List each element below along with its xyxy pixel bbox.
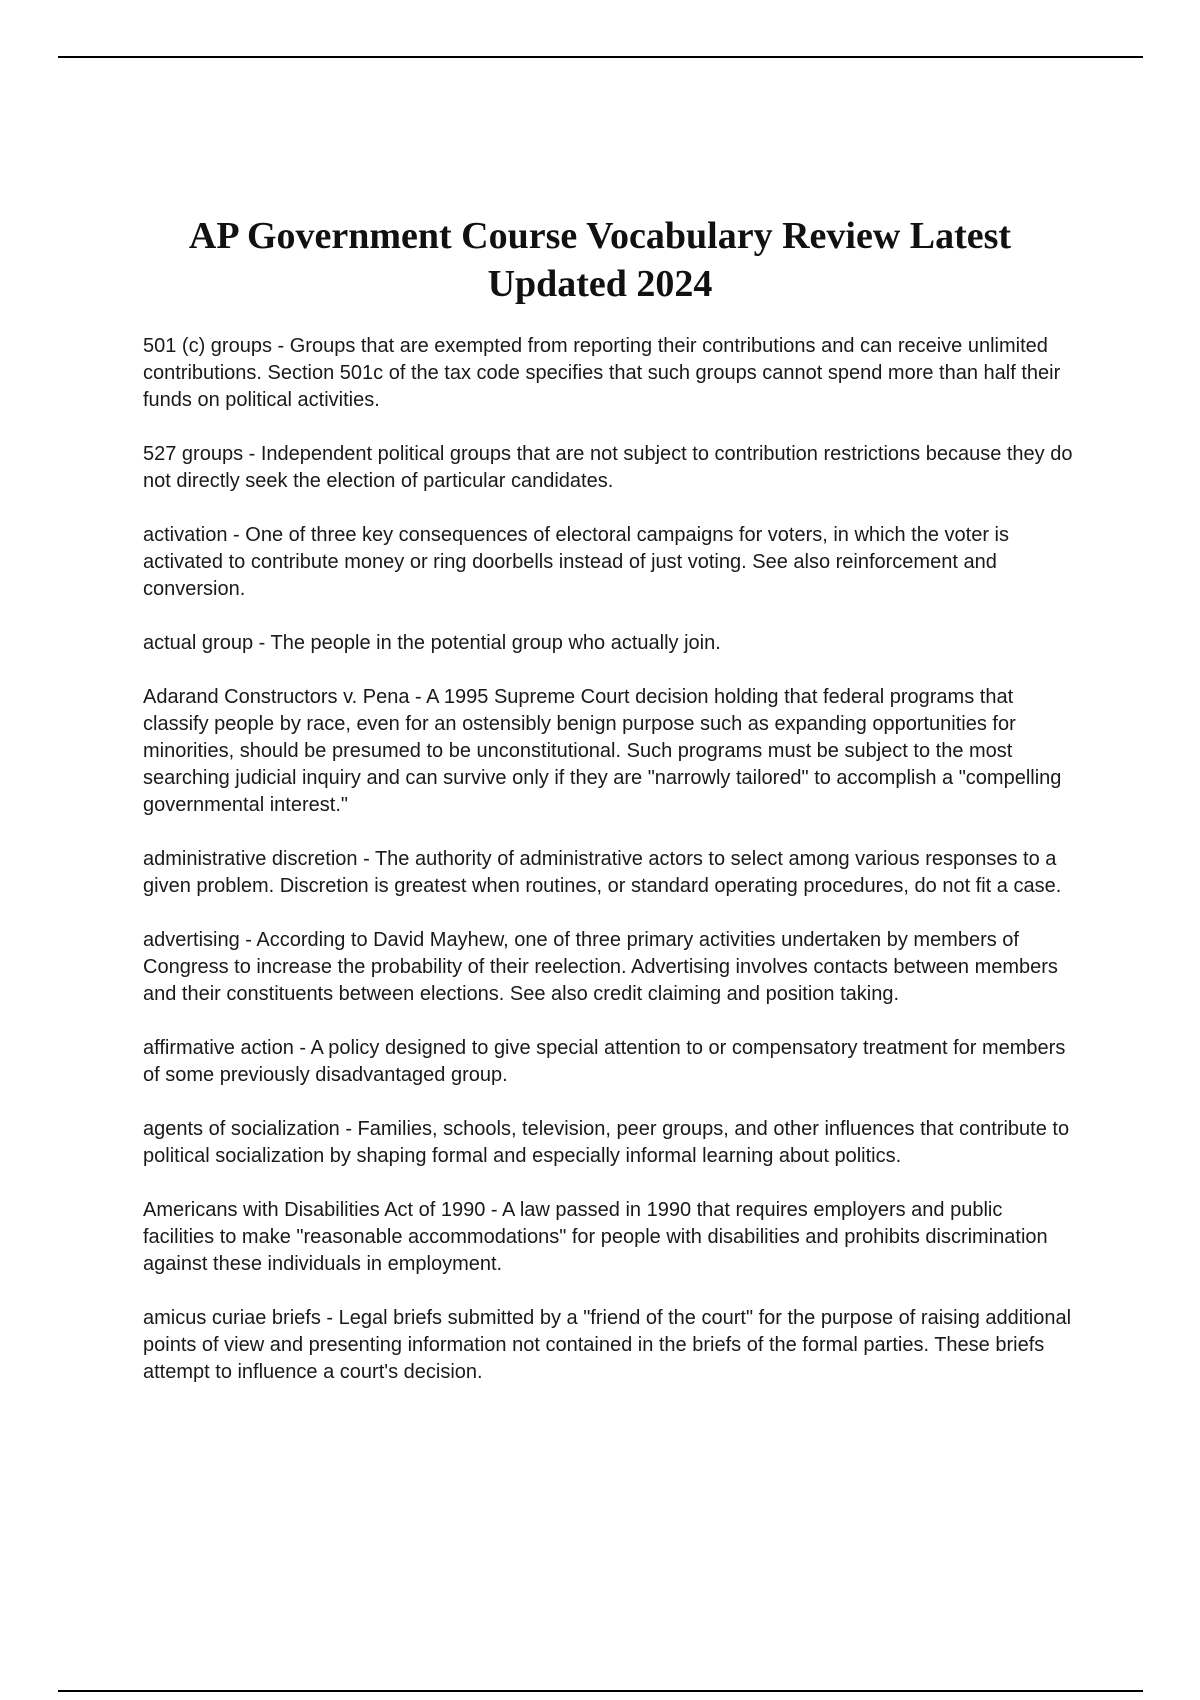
vocab-entry-agents-of-socialization: agents of socialization - Families, schools, television, peer groups, and other influences that contribute to political socialization by shaping formal and especially informal learning about politics. [143, 1118, 1070, 1167]
vocab-entry-actual-group: actual group - The people in the potential group who actually join. [143, 632, 721, 654]
document-title: AP Government Course Vocabulary Review Latest Updated 2024 [188, 215, 1012, 305]
vocab-entry-amicus-curiae-briefs: amicus curiae briefs - Legal briefs submitted by a "friend of the court" for the purpose of raising additional points of view and presenting information not contained in the briefs of the formal parties. These briefs attempt to influence a court's decision. [143, 1307, 1072, 1383]
top-rule [58, 56, 1143, 58]
vocab-entry-527-groups: 527 groups - Independent political groups that are not subject to contribution restrictions because they do not directly seek the election of particular candidates. [143, 443, 1073, 492]
vocab-entry-affirmative-action: affirmative action - A policy designed to give special attention to or compensatory treatment for members of some previously disadvantaged group. [143, 1037, 1066, 1086]
vocab-entry-adarand-constructors: Adarand Constructors v. Pena - A 1995 Supreme Court decision holding that federal programs that classify people by race, even for an ostensibly benign purpose such as expanding opportunities for minorities, should be presumed to be unconstitutional. Such programs must be subject to the most searching judicial inquiry and can survive only if they are "narrowly tailored" to accomplish a "compelling governmental interest." [143, 686, 1062, 816]
vocabulary-list [143, 333, 1073, 1413]
vocab-entry-501c-groups: 501 (c) groups - Groups that are exempted from reporting their contributions and can receive unlimited contributions. Section 501c of the tax code specifies that such groups cannot spend more than half their funds on political activities. [143, 335, 1061, 411]
bottom-rule [58, 1690, 1143, 1692]
vocab-entry-administrative-discretion: administrative discretion - The authority of administrative actors to select among various responses to a given problem. Discretion is greatest when routines, or standard operating procedures, do not fit a case. [143, 848, 1062, 897]
vocab-entry-americans-with-disabilities-act: Americans with Disabilities Act of 1990 - A law passed in 1990 that requires employers and public facilities to make "reasonable accommodations" for people with disabilities and prohibits discrimination against these individuals in employment. [143, 1199, 1048, 1275]
vocab-entry-activation: activation - One of three key consequences of electoral campaigns for voters, in which the voter is activated to contribute money or ring doorbells instead of just voting. See also reinforcement and conversion. [143, 524, 1009, 600]
vocab-entry-advertising: advertising - According to David Mayhew, one of three primary activities undertaken by members of Congress to increase the probability of their reelection. Advertising involves contacts between members and their constituents between elections. See also credit claiming and position taking. [143, 929, 1058, 1005]
